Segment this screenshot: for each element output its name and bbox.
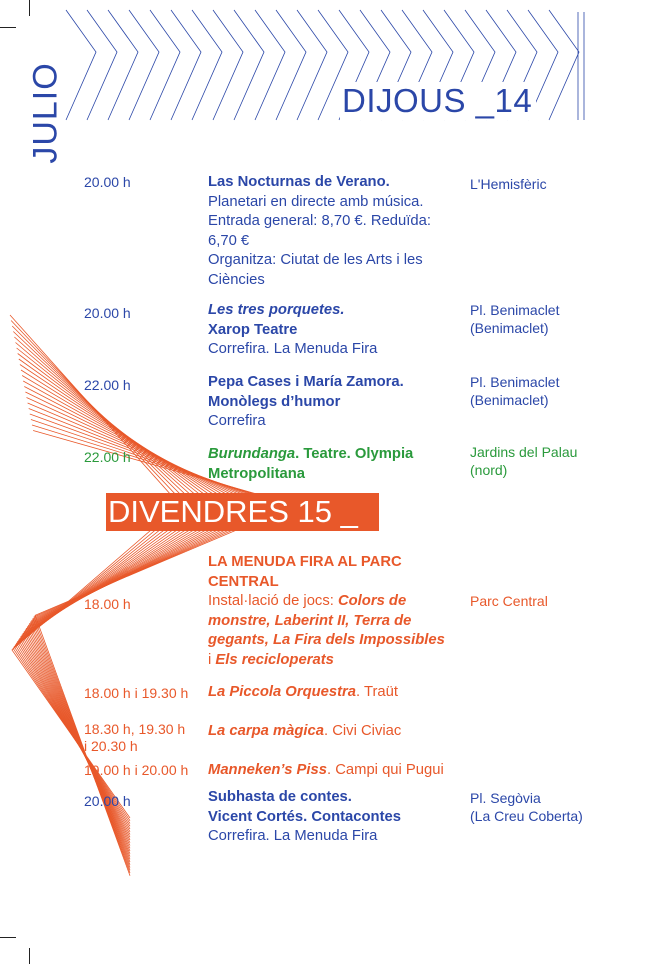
heading-line: CENTRAL: [208, 573, 279, 590]
zigzag-line: [87, 10, 117, 120]
event-place: [470, 592, 548, 610]
event-description: [208, 592, 460, 670]
event-title: La Piccola Orquestra: [208, 684, 357, 700]
event-title: Burundanga: [208, 446, 296, 462]
zigzag-line: [108, 10, 138, 120]
event-detail: Planetari en directe amb música.: [208, 193, 424, 210]
event-place: [470, 301, 559, 337]
event-description: [208, 373, 460, 432]
place-line: (La Creu Coberta): [470, 808, 583, 824]
event-description: [208, 761, 460, 781]
event-time: [84, 720, 185, 756]
place-line: (Benimaclet): [470, 392, 549, 408]
event-title: Las Nocturnas de Verano.: [208, 174, 390, 190]
event-title: Colors de: [337, 593, 407, 609]
zigzag-line: [297, 10, 327, 120]
heading-line: LA MENUDA FIRA AL PARC: [208, 554, 402, 570]
event-title: Les tres porquetes.: [208, 302, 345, 318]
time-line: 18.30 h, 19.30 h: [84, 721, 186, 737]
event-time: 22.00 h: [84, 377, 131, 393]
event-place: [470, 443, 577, 479]
month-label: JULIO: [26, 62, 65, 164]
event-detail: Correfira. La Menuda Fira: [208, 341, 378, 357]
day-heading-divendres: DIVENDRES 15 _: [106, 493, 379, 531]
event-title: gegants, La Fira dels Impossibles: [208, 632, 445, 648]
place-line: Pl. Benimaclet: [470, 374, 560, 390]
event-time: 22.00 h: [84, 449, 131, 465]
event-company: . Traüt: [356, 684, 398, 700]
event-detail: Instal·lació de jocs:: [208, 593, 338, 609]
event-place: [470, 373, 559, 409]
event-detail: Entrada general: 8,70 €. Reduïda:: [208, 213, 431, 229]
event-company: Vicent Cortés. Contacontes: [208, 808, 401, 825]
event-place: [470, 175, 547, 193]
event-title: monstre, Laberint II, Terra de: [208, 612, 412, 629]
event-detail: Correfira: [208, 413, 266, 429]
place-line: Pl. Benimaclet: [470, 302, 560, 318]
event-detail: Organitza: Ciutat de les Arts i les: [208, 252, 423, 268]
zigzag-line: [129, 10, 159, 120]
event-company: . Civi Civiac: [323, 723, 402, 739]
event-title: La carpa màgica: [208, 723, 324, 739]
event-company: Metropolitana: [208, 465, 306, 482]
zigzag-line: [213, 10, 243, 120]
time-line: i 20.30 h: [84, 737, 138, 754]
event-subtitle: Monòlegs d’humor: [208, 393, 341, 410]
event-title: Pepa Cases i María Zamora.: [208, 374, 404, 390]
event-company: Xarop Teatre: [208, 321, 298, 338]
zigzag-line: [549, 10, 579, 120]
zigzag-line: [234, 10, 264, 120]
event-time: 18.00 h: [84, 596, 131, 612]
event-time: 18.00 h i 19.30 h: [84, 685, 189, 701]
event-detail: Ciències: [208, 271, 265, 288]
event-title: Manneken’s Piss: [208, 762, 327, 778]
event-description: [208, 301, 460, 360]
zigzag-line: [192, 10, 222, 120]
event-description: [208, 445, 460, 484]
zigzag-line: [150, 10, 180, 120]
event-detail: 6,70 €: [208, 232, 250, 249]
event-time: 20.00 h: [84, 305, 131, 321]
event-detail: Correfira. La Menuda Fira: [208, 828, 378, 844]
event-description: [208, 683, 460, 703]
section-heading: [208, 553, 460, 592]
zigzag-line: [171, 10, 201, 120]
event-time: 19.00 h i 20.00 h: [84, 762, 189, 778]
event-time: 20.00 h: [84, 174, 131, 190]
event-company: . Teatre. Olympia: [295, 446, 414, 462]
place-line: Jardins del Palau: [470, 444, 578, 460]
event-title: Els recicloperats: [215, 651, 334, 668]
event-company: . Campi qui Pugui: [326, 762, 444, 778]
event-place: [470, 789, 583, 825]
event-detail: i: [208, 651, 216, 668]
event-description: [208, 173, 460, 290]
place-line: Pl. Segòvia: [470, 790, 541, 806]
event-title: Subhasta de contes.: [208, 789, 352, 805]
zigzag-line: [255, 10, 285, 120]
place-line: (nord): [470, 462, 508, 478]
zigzag-line: [16, 343, 208, 832]
event-description: [208, 788, 460, 847]
day-heading-dijous: DIJOUS _14: [340, 82, 536, 120]
place-line: L'Hemisfèric: [470, 176, 547, 192]
event-time: 20.00 h: [84, 793, 131, 809]
zigzag-line: [66, 10, 96, 120]
zigzag-line: [276, 10, 306, 120]
event-description: [208, 722, 460, 742]
place-line: (Benimaclet): [470, 320, 549, 336]
place-line: Parc Central: [470, 593, 548, 609]
